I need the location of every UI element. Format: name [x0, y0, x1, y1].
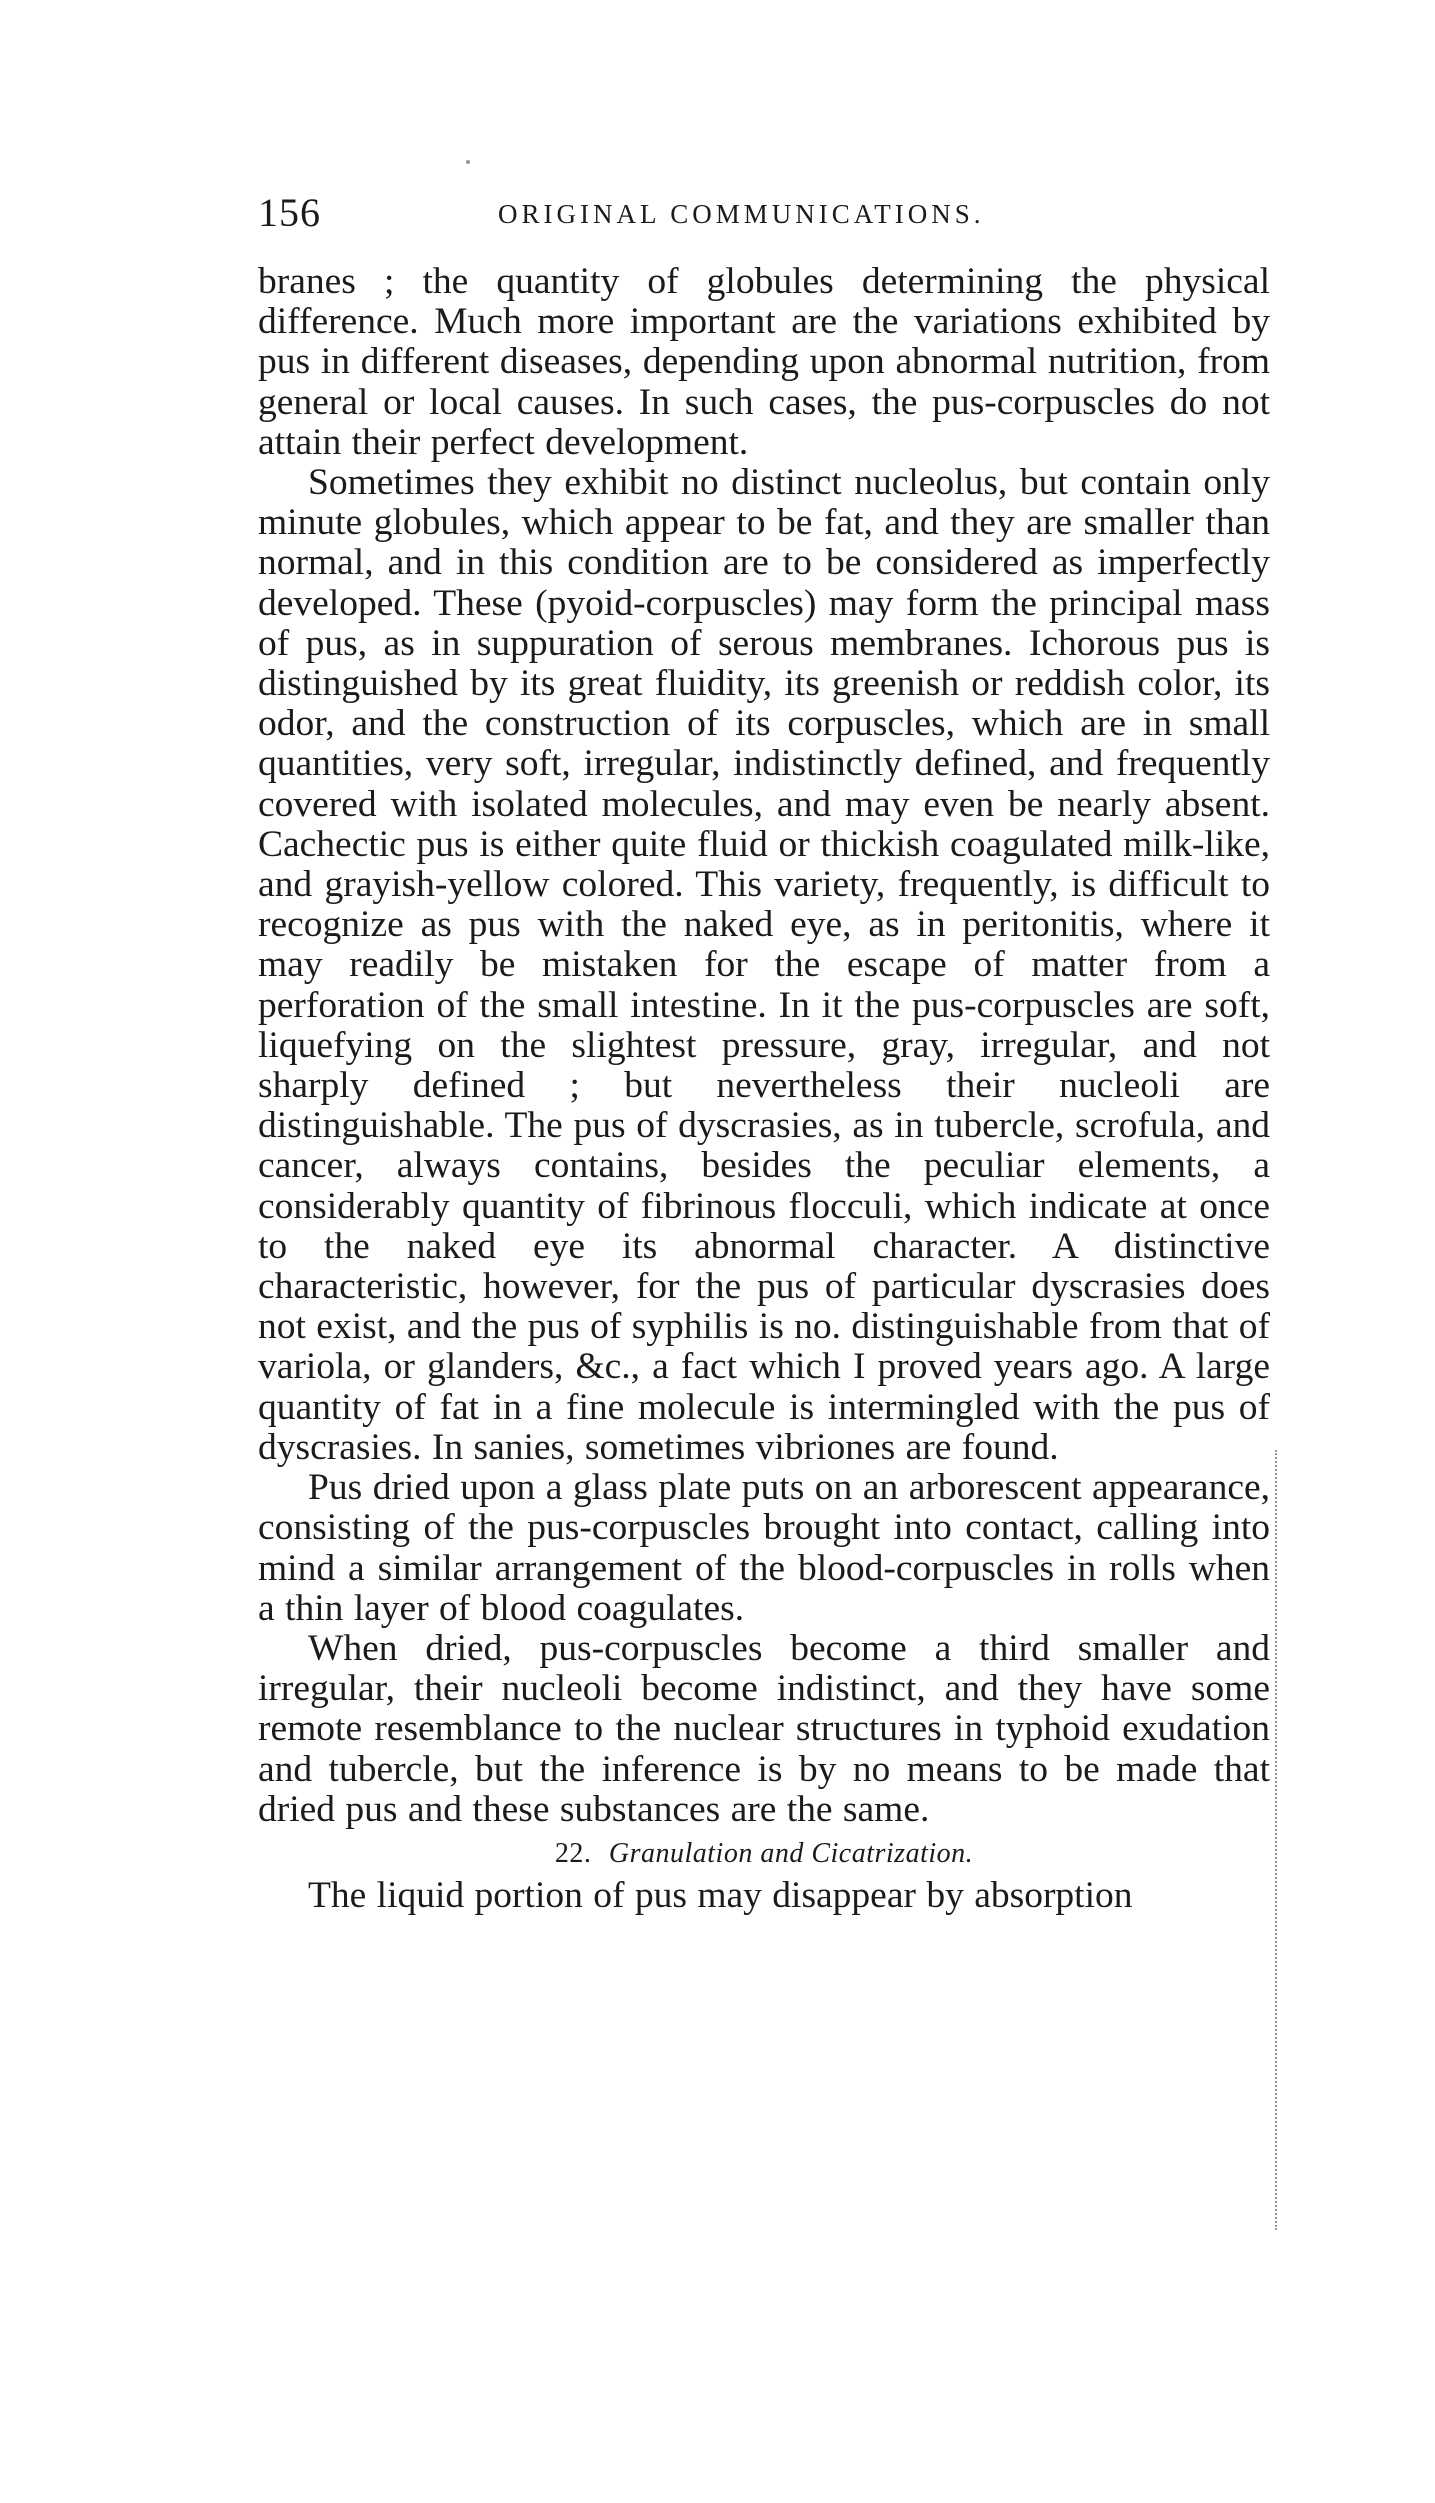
paragraph-continuation: branes ; the quantity of globules determining the physical difference. Much more important are the variations exhibited by pus in different diseases, depending upon abnormal nutrition, from general or local causes. In such cases, the pus-corpuscles do not attain their perfect development. — [258, 261, 1270, 463]
page-body — [258, 262, 1270, 1916]
page-binding-shadow — [1275, 1450, 1283, 2230]
ink-speck — [466, 160, 470, 164]
page-header — [258, 188, 1268, 238]
paragraph-absorption: The liquid portion of pus may disappear by absorption — [308, 1874, 1133, 1916]
paragraph-dried-corpuscles: When dried, pus-corpuscles become a third smaller and irregular, their nucleoli become indistinct, and they have some remote resemblance to the nuclear structures in typhoid exudation and tubercle, but the inference is by no means to be made that dried pus and these substances are the same. — [258, 1627, 1270, 1830]
page-number: 156 — [258, 190, 321, 235]
section-heading — [258, 1832, 1270, 1876]
paragraph-pus-varieties: Sometimes they exhibit no distinct nucleolus, but contain only minute globules, which appear to be fat, and they are smaller than normal, and in this condition are to be considered as imperfectly developed. These (pyoid-corpuscles) may form the principal mass of pus, as in suppuration of serous membranes. Ichorous pus is distinguished by its great fluidity, its greenish or reddish color, its odor, and the construction of its corpuscles, which are in small quantities, very soft, irregular, indistinctly defined, and frequently covered with isolated molecules, and may even be nearly absent. Cachectic pus is either quite fluid or thickish coagulated milk-like, and grayish-yellow colored. This variety, frequently, is difficult to recognize as pus with the naked eye, as in peritonitis, where it may readily be mistaken for the escape of matter from a perforation of the small intestine. In it the pus-corpuscles are soft, liquefying on the slightest pressure, gray, irregular, and not sharply defined ; but nevertheless their nucleoli are distinguishable. The pus of dyscrasies, as in tubercle, scrofula, and cancer, always contains, besides the peculiar elements, a considerably quantity of fibrinous flocculi, which indicate at once to the naked eye its abnormal character. A distinctive characteristic, however, for the pus of particular dyscrasies does not exist, and the pus of syphilis is no. distinguishable from that of variola, or glanders, &c., a fact which I proved years ago. A large quantity of fat in a fine molecule is intermingled with the pus of dyscrasies. In sanies, sometimes vibriones are found. — [258, 462, 1270, 1468]
section-number: 22. — [554, 1837, 592, 1869]
paragraph-dried-pus-plate: Pus dried upon a glass plate puts on an arborescent appearance, consisting of the pus-corpuscles brought into contact, calling into mind a similar arrangement of the blood-corpuscles in rolls when a thin layer of blood coagulates. — [258, 1467, 1270, 1629]
running-head: ORIGINAL COMMUNICATIONS. — [498, 199, 985, 229]
section-title: Granulation and Cicatrization. — [608, 1837, 974, 1869]
